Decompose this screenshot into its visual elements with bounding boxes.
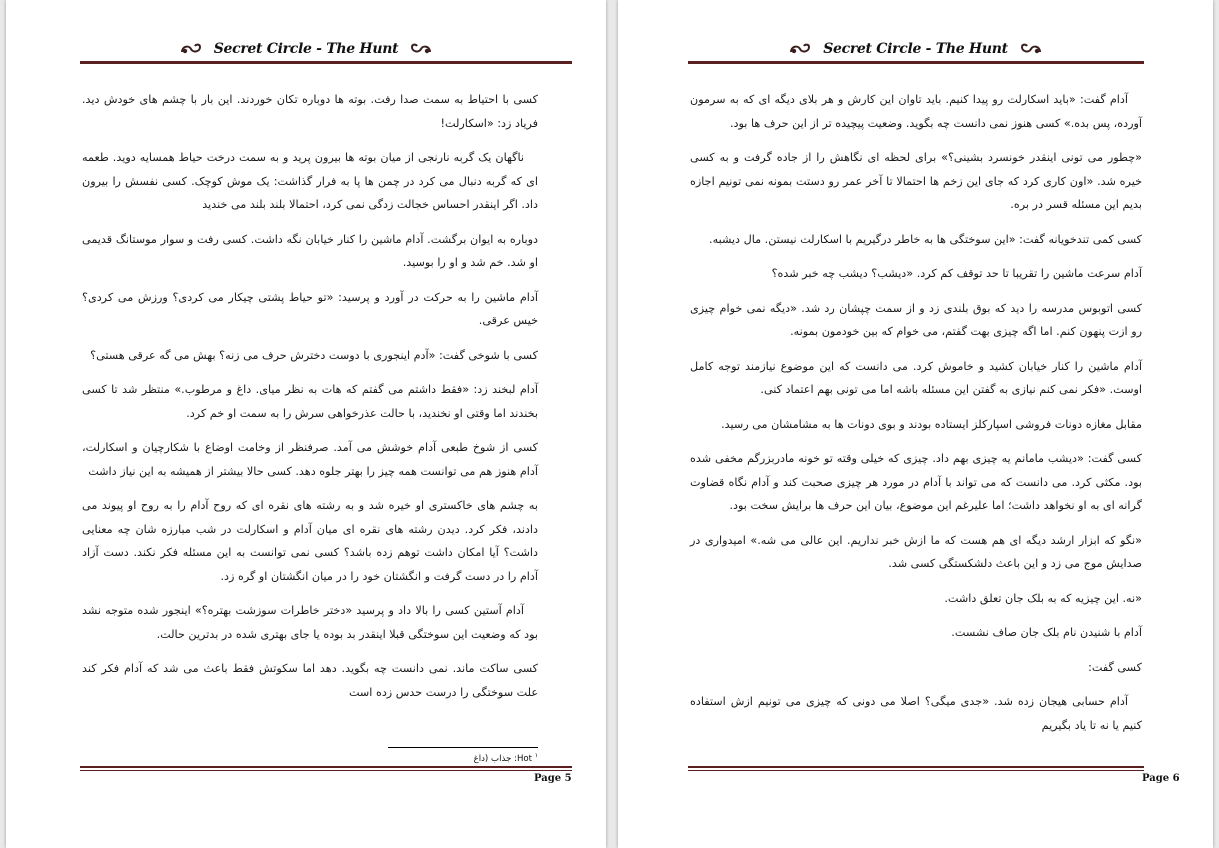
- swirl-ornament-icon: [410, 42, 432, 56]
- paragraph: آدام آستین کسی را بالا داد و پرسید «دختر خاطرات سوزشت بهتره؟» اینجور شده متوجه نشد بود که وضعیت این سوختگی قبلا اینقدر بد بوده یا جای بهتری شده در بدترین حالت.: [82, 604, 538, 641]
- page-number: Page 5: [534, 773, 572, 784]
- paragraph: کسی ساکت ماند. نمی دانست چه بگوید. دهد اما سکوتش فقط باعث می شد که آدام فکر کند علت سوختگی را درست حدس زده است: [82, 662, 538, 699]
- footnote-mark: ۱: [534, 752, 538, 759]
- paragraph: دوباره به ایوان برگشت. آدام ماشین را کنار خیابان نگه داشت. کسی رفت و سوار موستانگ قدیمی او شد. خم شد و او را بوسید.: [82, 232, 538, 269]
- footer-rule: [80, 766, 572, 768]
- footnote: [474, 752, 538, 764]
- paragraph: کسی گفت:: [1088, 660, 1142, 674]
- page-6: [618, 0, 1213, 848]
- paragraph: کسی اتوبوس مدرسه را دید که بوق بلندی زد و از سمت چپشان رد شد. «دیگه نمی خوام چیزی رو ازت پنهون کنم. اما اگه چیزی بهت گفتم، می خوام که بین خودمون بمونه.: [690, 301, 1142, 338]
- footer-rule: [688, 766, 1144, 768]
- page-number: Page 6: [1142, 773, 1180, 784]
- page-header: [6, 38, 606, 60]
- paragraph: آدام گفت: «باید اسکارلت رو پیدا کنیم. باید تاوان این کارش و هر بلای دیگه ای که به سرمون آورده، پس بده.» کسی هنوز نمی دانست چه بگوید. وضعیت پیچیده تر از این حرف ها بود.: [690, 93, 1142, 130]
- swirl-ornament-icon: [1020, 42, 1042, 56]
- footnote-rule: [388, 747, 538, 748]
- paragraph: آدام ماشین را کنار خیابان کشید و خاموش کرد. می دانست که این موضوع نیازمند توجه کامل اوست. «فکر نمی کنم نیازی به گفتن این مسئله باشه اما می تونی بهم اعتماد کنی.: [690, 359, 1142, 396]
- paragraph: کسی با شوخی گفت: «آدم اینجوری با دوست دخترش حرف می زنه؟ بهش می گه عرقی هستی؟: [90, 348, 538, 362]
- paragraph: آدام ماشین را به حرکت در آورد و پرسید: «تو حیاط پشتی چیکار می کردی؟ ورزش می کردی؟ خیس عرقی.: [82, 290, 538, 327]
- paragraph: کسی کمی تندخویانه گفت: «این سوختگی ها به خاطر درگیریم با اسکارلت نیستن. مال دیشبه.: [709, 232, 1142, 246]
- page-body: [82, 88, 538, 715]
- paragraph: آدام حسابی هیجان زده شد. «جدی میگی؟ اصلا می دونی که چیزی می تونیم ازش استفاده کنیم یا نه تا یاد بگیریم: [690, 695, 1142, 732]
- page-body: [690, 88, 1142, 748]
- page-5: [6, 0, 606, 848]
- paragraph: «نه. این چیزیه که به بلک جان تعلق داشت.: [944, 591, 1142, 605]
- paragraph: کسی با احتیاط به سمت صدا رفت. بوته ها دوباره تکان خوردند. این بار با چشم های خودش دید. فریاد زد: «اسکارلت!: [82, 93, 538, 130]
- paragraph: آدام سرعت ماشین را تقریبا تا حد توقف کم کرد. «دیشب؟ دیشب چه خبر شده؟: [771, 267, 1142, 280]
- paragraph: به چشم های خاکستری او خیره شد و به رشته های نقره ای که روح آدام را به روح او پیوند می دادند، فکر کرد. دیدن رشته های نقره ای میان آدام و اسکارلت در شب مبارزه شان چه معنایی داشت؟ آیا امکان داشت توهم زده باشد؟ کسی نمی توانست به این مسئله فکر نکند. دست آزاد آدام را در دست گرفت و انگشتان خود را در میان انگشتان او گره زد.: [82, 499, 538, 583]
- header-title: Secret Circle - The Hunt: [213, 41, 399, 57]
- header-rule: [80, 61, 572, 64]
- paragraph: آدام با شنیدن نام بلک جان صاف نشست.: [951, 626, 1142, 639]
- paragraph: کسی گفت: «دیشب مامانم یه چیزی بهم داد. چیزی که خیلی وقته تو خونه مادربزرگم مخفی شده بود. مکثی کرد. می دانست که می تواند با آدام در مورد هر چیزی صحبت کند و آدام نگاه قضاوت گرانه ای به او نخواهد داشت؛ اما علیرغم این موضوع، بیان این حرف ها برایش سخت بود.: [690, 452, 1142, 512]
- swirl-ornament-icon: [180, 42, 202, 56]
- footer-rule-thin: [688, 770, 1144, 771]
- paragraph: ناگهان یک گربه نارنجی از میان بوته ها بیرون پرید و به سمت درخت حیاط همسایه دوید. طعمه ای که گربه دنبال می کرد در چمن ها پا به فرار گذاشت: یک موش کوچک. کسی نفسش را بیرون داد. اگر اینقدر احساس خجالت زدگی نمی کرد، احتمالا بلند بلند می خندید: [82, 151, 538, 211]
- paragraph: کسی از شوخ طبعی آدام خوشش می آمد. صرفنظر از وخامت اوضاع با شکارچیان و اسکارلت، آدام هنوز هم می توانست همه چیز را بهتر جلوه دهد. کسی حالا بیشتر از همیشه به این نیاز داشت: [82, 441, 538, 478]
- footnote-text: Hot: جذاب (داغ: [473, 753, 533, 764]
- paragraph: «چطور می تونی اینقدر خونسرد بشینی؟» برای لحظه ای نگاهش را از جاده گرفت و به کسی خیره شد. «اون کاری کرد که جای این زخم ها احتمالا تا آخر عمر رو دستت بمونه نمی تونیم اجازه بدیم این مسئله قسر در بره.: [690, 151, 1142, 211]
- swirl-ornament-icon: [789, 42, 811, 56]
- footer-rule-thin: [80, 770, 572, 771]
- header-rule: [688, 61, 1144, 64]
- header-title: Secret Circle - The Hunt: [823, 41, 1008, 57]
- paragraph: مقابل مغازه دونات فروشی اسپارکلز ایستاده بودند و بوی دونات ها به مشامشان می رسید.: [721, 417, 1142, 431]
- page-header: [618, 38, 1213, 60]
- paragraph: «نگو که ابزار ارشد دیگه ای هم هست که ما ازش خبر نداریم. این عالی می شه.» امیدواری در صدایش موج می زد و این باعث دلشکستگی کسی شد.: [690, 533, 1142, 570]
- paragraph: آدام لبخند زد: «فقط داشتم می گفتم که هات به نظر میای. داغ و مرطوب.» منتظر شد تا کسی بخندند اما وقتی او نخندید، با حالت عذرخواهی سرش را به سمت او خم کرد.: [82, 383, 538, 420]
